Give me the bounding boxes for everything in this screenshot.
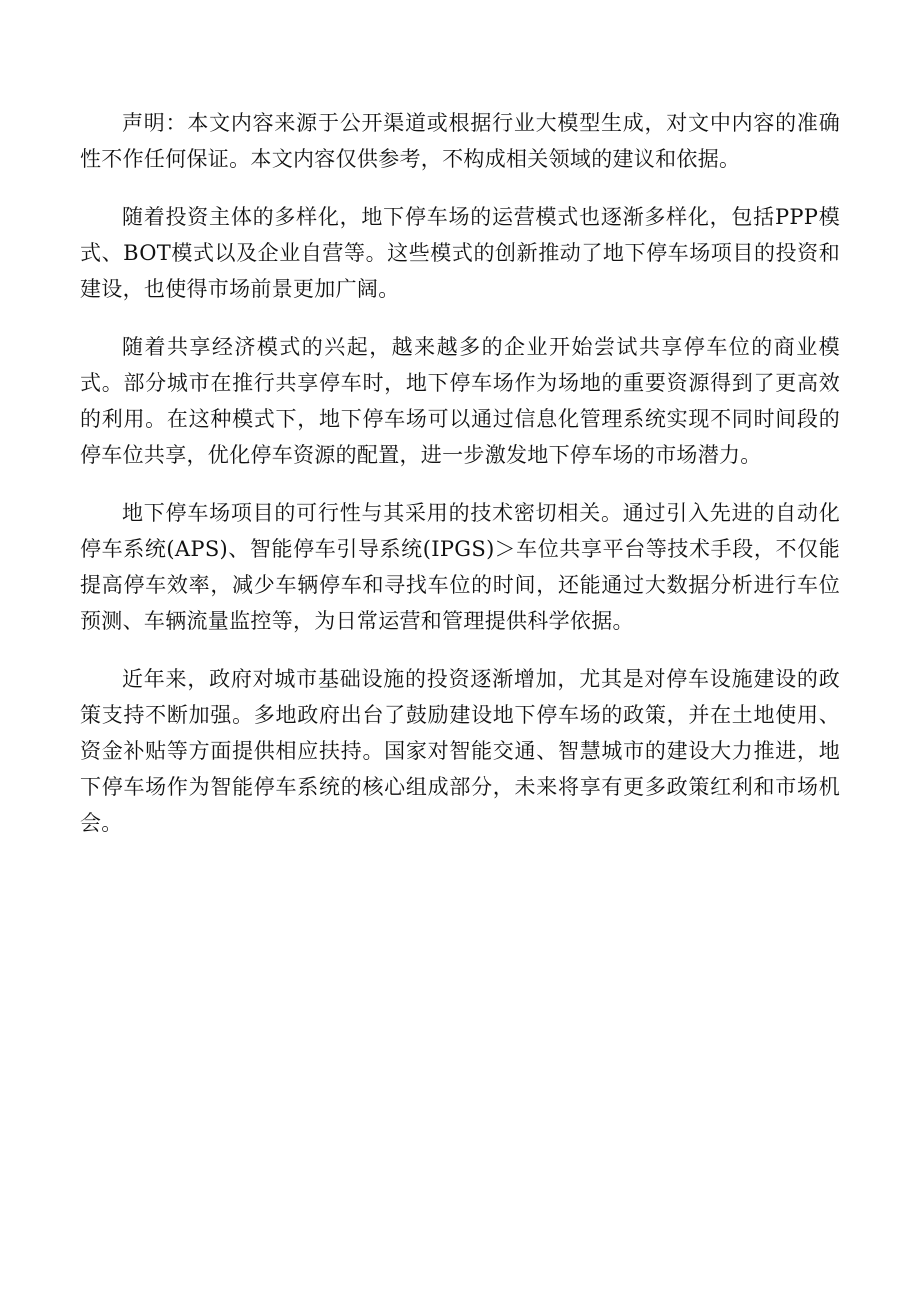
body-paragraph: 随着投资主体的多样化，地下停车场的运营模式也逐渐多样化，包括PPP模式、BOT模式以及企业自营等。这些模式的创新推动了地下停车场项目的投资和建设，也使得市场前景更加广阔。 [80,205,840,301]
disclaimer-paragraph: 声明：本文内容来源于公开渠道或根据行业大模型生成，对文中内容的准确性不作任何保证。本文内容仅供参考，不构成相关领域的建议和依据。 [80,111,840,171]
body-paragraph: 地下停车场项目的可行性与其采用的技术密切相关。通过引入先进的自动化停车系统(APS)、智能停车引导系统(IPGS)＞车位共享平台等技术手段，不仅能提高停车效率，减少车辆停车和寻找车位的时间，还能通过大数据分析进行车位预测、车辆流量监控等，为日常运营和管理提供科学依据。 [80,501,840,633]
body-paragraph: 随着共享经济模式的兴起，越来越多的企业开始尝试共享停车位的商业模式。部分城市在推行共享停车时，地下停车场作为场地的重要资源得到了更高效的利用。在这种模式下，地下停车场可以通过信息化管理系统实现不同时间段的停车位共享，优化停车资源的配置，进一步激发地下停车场的市场潜力。 [80,335,840,467]
document-body [80,105,840,863]
body-paragraph: 近年来，政府对城市基础设施的投资逐渐增加，尤其是对停车设施建设的政策支持不断加强。多地政府出台了鼓励建设地下停车场的政策，并在土地使用、资金补贴等方面提供相应扶持。国家对智能交通、智慧城市的建设大力推进，地下停车场作为智能停车系统的核心组成部分，未来将享有更多政策红利和市场机会。 [80,667,840,835]
